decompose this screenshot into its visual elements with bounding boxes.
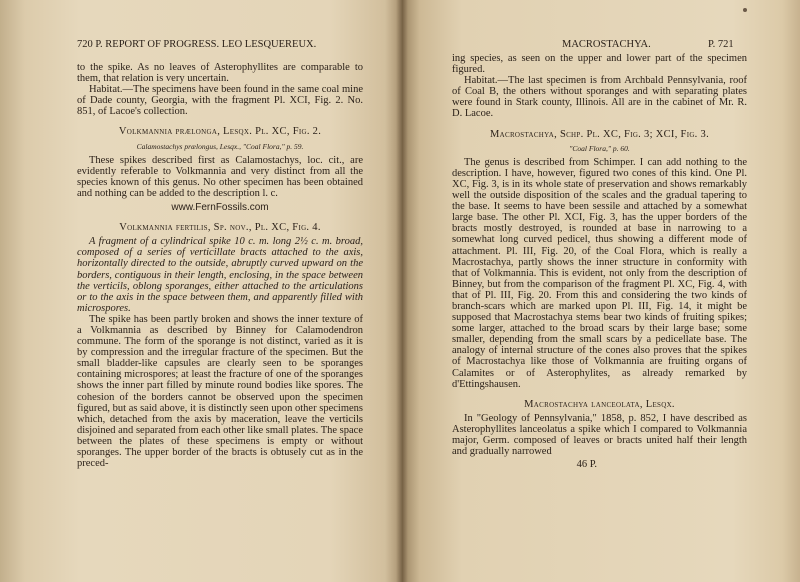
synonym-line: Calamostachys prælongus, Lesqx., "Coal Flora," p. 59.: [136, 141, 304, 151]
left-habitat-paragraph: Habitat.—The specimens have been found in the same coal mine of Dade county, Georgia, with the fragment Pl. XCI, Fig. 2. No. 851, of Lacoe's collection.: [77, 84, 363, 118]
species-description: A fragment of a cylindrical spike 10 c. m. long 2½ c. m. broad, composed of a series of verticillate bracts attached to the axis, horizontally directed to the outside, abruptly curved upward on the borders, contiguous in their length, enclosing, in the space between the verticils, oblong sporanges, either attached to the articulations or to the axis in the space between them, and apparently filled with microspores.: [77, 236, 363, 314]
genus-heading-macrostachya: Macrostachya, Schp. Pl. XC, Fig. 3; XCI, Fig. 3.: [489, 128, 710, 140]
right-synonym-line: "Coal Flora," p. 60.: [569, 143, 630, 153]
right-running-title: MACROSTACHYA.: [562, 39, 651, 50]
right-page-number: P. 721: [708, 39, 734, 50]
left-paragraph-1: to the spike. As no leaves of Asterophyllites are comparable to them, that relation is very uncertain.: [77, 62, 363, 85]
right-paragraph-1: ing species, as seen on the upper and lower part of the specimen figured.: [452, 53, 747, 76]
left-paragraph-fertilis: The spike has been partly broken and shows the inner texture of a Volkmannia as described by Binney for Calamodendron commune. The form of the sporange is not distinct, varied as it is by compression and the irregular fracture of the specimen. But the small bladder-like capsules are clearly seen to be sporanges containing microspores; at least the fracture of one of the sporanges shows the inner part filled by minute round bodies like spores. The cohesion of the borders cannot be observed upon the specimen figured, but as said above, it is distinctly seen upon other specimens which, detached from the axis by maceration, leave the verticils disjoined and separated from each other like small plates. The space between the plates of these specimens is empty or without sporanges. The upper border of the bracts is obtusely cut as in the preced-: [77, 313, 363, 470]
book-gutter: [396, 0, 408, 582]
left-running-header: 720 P. REPORT OF PROGRESS. LEO LESQUEREUX.: [77, 39, 317, 50]
right-paragraph-macrostachya: The genus is described from Schimper. I can add nothing to the description. I have, however, figured two cones of this kind. One Pl. XC, Fig. 3, is in its whole state of preservation and shows remarkably well the outside disposition of the scales and the gradual tapering to the base. It seems to have been sessile and attached by a somewhat large base. The other Pl. XCI, Fig. 3, has the upper borders of the bracts mostly destroyed, is rounded at base in narrowing to a somewhat long curved pedicel, thus showing a different mode of attachment. Pl. III, Fig. 20, of the Coal Flora, which is really a Macrostachya, partly shows the inner structure in conformity with that of Volkmannia. This is evident, not only from the description of Binney, but from the comparison of the fragment Pl. XC, Fig. 4, with that of Pl. III, Fig. 20. From this and considering the two kinds of branch-scars which are marked upon Pl. III, Fig. 14, it might be supposed that Macrostachya stems bear two kinds of fruiting spikes; some larger, attached to the broad scars by their large base; some smaller, depending from the small scars by a pedicellate base. The analogy of internal structure of the cones also proves that the spikes of Macrostachya like those of Volkmannia are fruiting organs of Calamites or of Asterophylites, as already remarked by d'Ettingshausen.: [452, 156, 747, 390]
left-paragraph-prælonga: These spikes described first as Calamostachys, loc. cit., are evidently referable to Volkmannia and very distinct from all the species known of this genus. No other specimen has been obtained and nothing can be added to the description l. c.: [77, 154, 363, 199]
species-heading-prælonga: Volkmannia prælonga, Lesqx. Pl. XC, Fig. 2.: [118, 126, 322, 138]
signature-mark: 46 P.: [576, 459, 597, 471]
species-heading-lanceolata: Macrostachya lanceolata, Lesqx.: [524, 398, 675, 410]
species-heading-fertilis: Volkmannia fertilis, Sp. nov., Pl. XC, Fig. 4.: [119, 222, 321, 234]
paper-spot: [743, 8, 747, 12]
right-text-column: [452, 53, 747, 470]
watermark-url: www.FernFossils.com: [171, 202, 269, 214]
right-habitat-paragraph: Habitat.—The last specimen is from Archbald Pennsylvania, roof of Coal B, the others without sporanges and with separating plates were found in Stark county, Illinois. All are in the cabinet of Mr. R. D. Lacoe.: [452, 75, 747, 120]
left-text-column: [77, 62, 363, 469]
right-paragraph-lanceolata: In "Geology of Pennsylvania," 1858, p. 852, I have described as Asterophyllites lanceolatus a spike which I compared to Volkmannia major, Germ. composed of leaves or bracts united half their length and gradually narrowed: [452, 412, 747, 458]
right-page: [402, 0, 800, 582]
